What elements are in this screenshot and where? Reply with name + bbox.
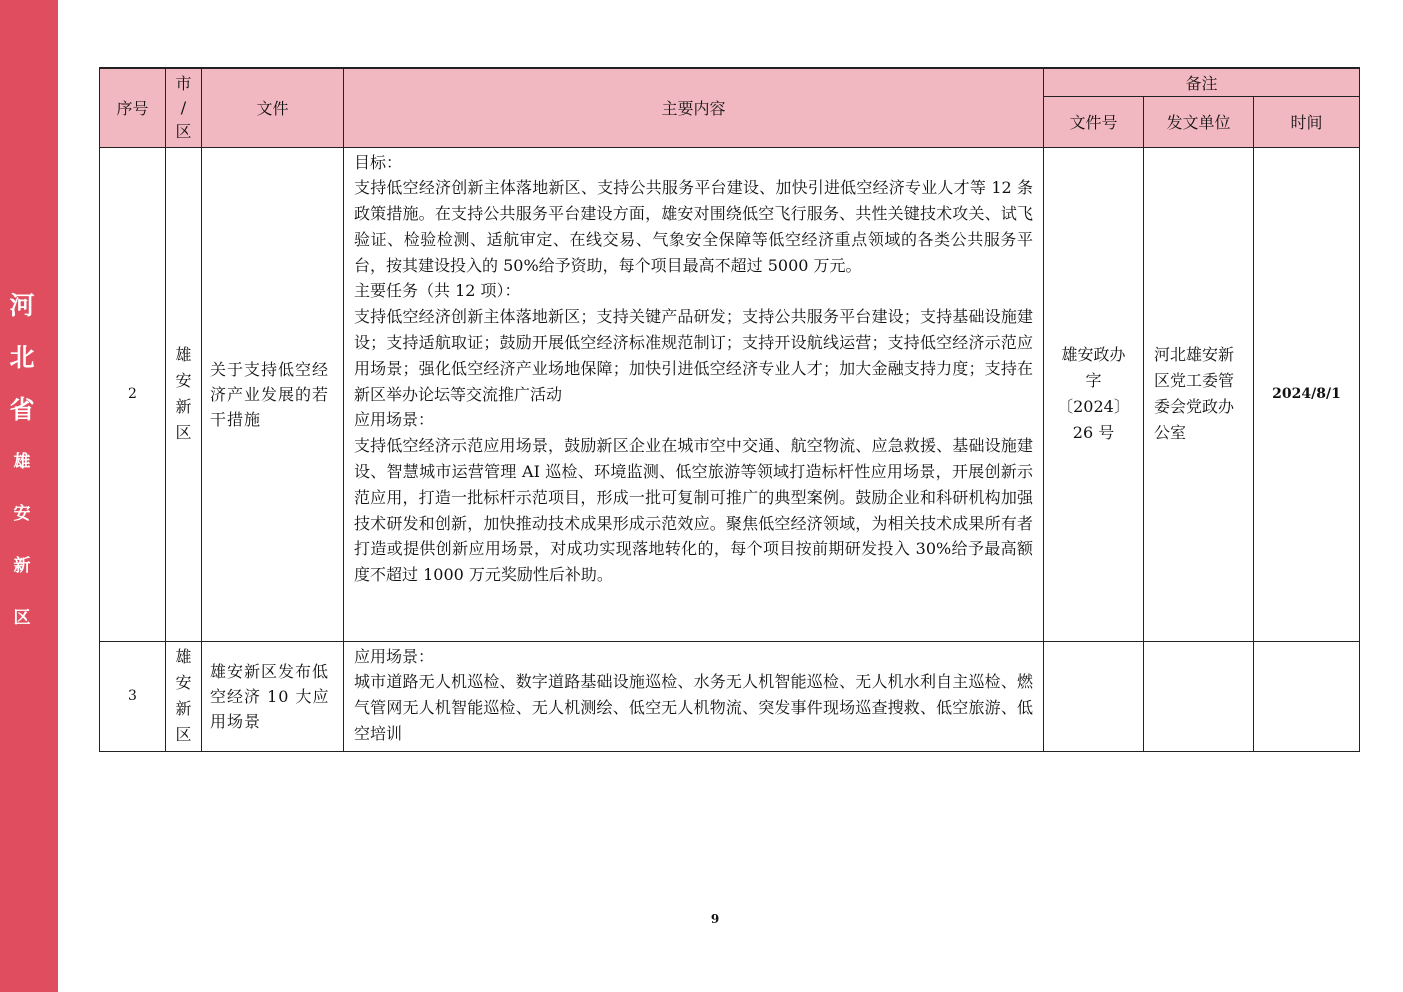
header-city: 市 / 区 bbox=[166, 68, 202, 147]
row-city: 雄 安 新 区 bbox=[166, 147, 202, 641]
header-remarks: 备注 bbox=[1044, 68, 1360, 96]
page-number: 9 bbox=[710, 912, 720, 926]
row-city: 雄 安 新 区 bbox=[166, 641, 202, 751]
row-no: 2 bbox=[100, 147, 166, 641]
content-scenes-text: 城市道路无人机巡检、数字道路基础设施巡检、水务无人机智能巡检、无人机水利自主巡检、燃气管网无人机智能巡检、无人机测绘、低空无人机物流、突发事件现场巡查搜救、低空旅游、低空培训 bbox=[354, 672, 1033, 743]
content-goal-text: 支持低空经济创新主体落地新区、支持公共服务平台建设、加快引进低空经济专业人才等 12 条政策措施。在支持公共服务平台建设方面，雄安对围绕低空飞行服务、共性关键技术攻关、试飞验证、检验检测、适航审定、在线交易、气象安全保障等低空经济重点领域的各类公共服务平台，按其建设投入的 50%给予资助，每个项目最高不超过 5000 万元。 bbox=[354, 178, 1033, 275]
policy-table bbox=[99, 67, 1360, 752]
row-issuer bbox=[1144, 641, 1254, 751]
row-content bbox=[344, 641, 1044, 751]
table-row bbox=[100, 641, 1360, 751]
content-tasks-text: 支持低空经济创新主体落地新区；支持关键产品研发；支持公共服务平台建设；支持基础设施建设；支持适航取证；鼓励开展低空经济标准规范制订；支持开设航线运营；支持低空经济示范应用场景；强化低空经济产业场地保障；加快引进低空经济专业人才；加大金融支持力度；支持在新区举办论坛等交流推广活动 bbox=[354, 307, 1033, 404]
row-file: 雄安新区发布低空经济 10 大应用场景 bbox=[202, 641, 344, 751]
table-row bbox=[100, 147, 1360, 641]
content-scenes-text: 支持低空经济示范应用场景，鼓励新区企业在城市空中交通、航空物流、应急救援、基础设施建设、智慧城市运营管理 AI 巡检、环境监测、低空旅游等领域打造标杆性应用场景，开展创新示范应用，打造一批标杆示范项目，形成一批可复制可推广的典型案例。鼓励企业和科研机构加强技术研发和创新，加快推动技术成果形成示范效应。聚焦低空经济领域，为相关技术成果所有者打造或提供创新应用场景，对成功实现落地转化的，每个项目按前期研发投入 30%给予最高额度不超过 1000 万元奖励性后补助。 bbox=[354, 436, 1033, 585]
header-date: 时间 bbox=[1254, 96, 1360, 147]
row-doc-no bbox=[1044, 641, 1144, 751]
province-label: 河 北 省 bbox=[9, 291, 35, 424]
header-content: 主要内容 bbox=[344, 68, 1044, 147]
row-date bbox=[1254, 641, 1360, 751]
row-file: 关于支持低空经济产业发展的若干措施 bbox=[202, 147, 344, 641]
content-tasks-heading: 主要任务（共 12 项）： bbox=[354, 281, 521, 301]
row-content bbox=[344, 147, 1044, 641]
content-scenes-heading: 应用场景： bbox=[354, 410, 435, 430]
header-doc-no: 文件号 bbox=[1044, 96, 1144, 147]
header-no: 序号 bbox=[100, 68, 166, 147]
district-label: 雄 安 新 区 bbox=[13, 452, 31, 628]
region-label bbox=[0, 280, 44, 644]
row-doc-no: 雄安政办 字 〔2024〕 26 号 bbox=[1044, 147, 1144, 641]
row-date: 2024/8/1 bbox=[1254, 147, 1360, 641]
header-issuer: 发文单位 bbox=[1144, 96, 1254, 147]
header-row bbox=[100, 68, 1360, 96]
content-scenes-heading: 应用场景： bbox=[354, 646, 435, 666]
header-file: 文件 bbox=[202, 68, 344, 147]
row-issuer: 河北雄安新区党工委管委会党政办公室 bbox=[1144, 147, 1254, 641]
row-no: 3 bbox=[100, 641, 166, 751]
content-goal-heading: 目标： bbox=[354, 152, 403, 172]
